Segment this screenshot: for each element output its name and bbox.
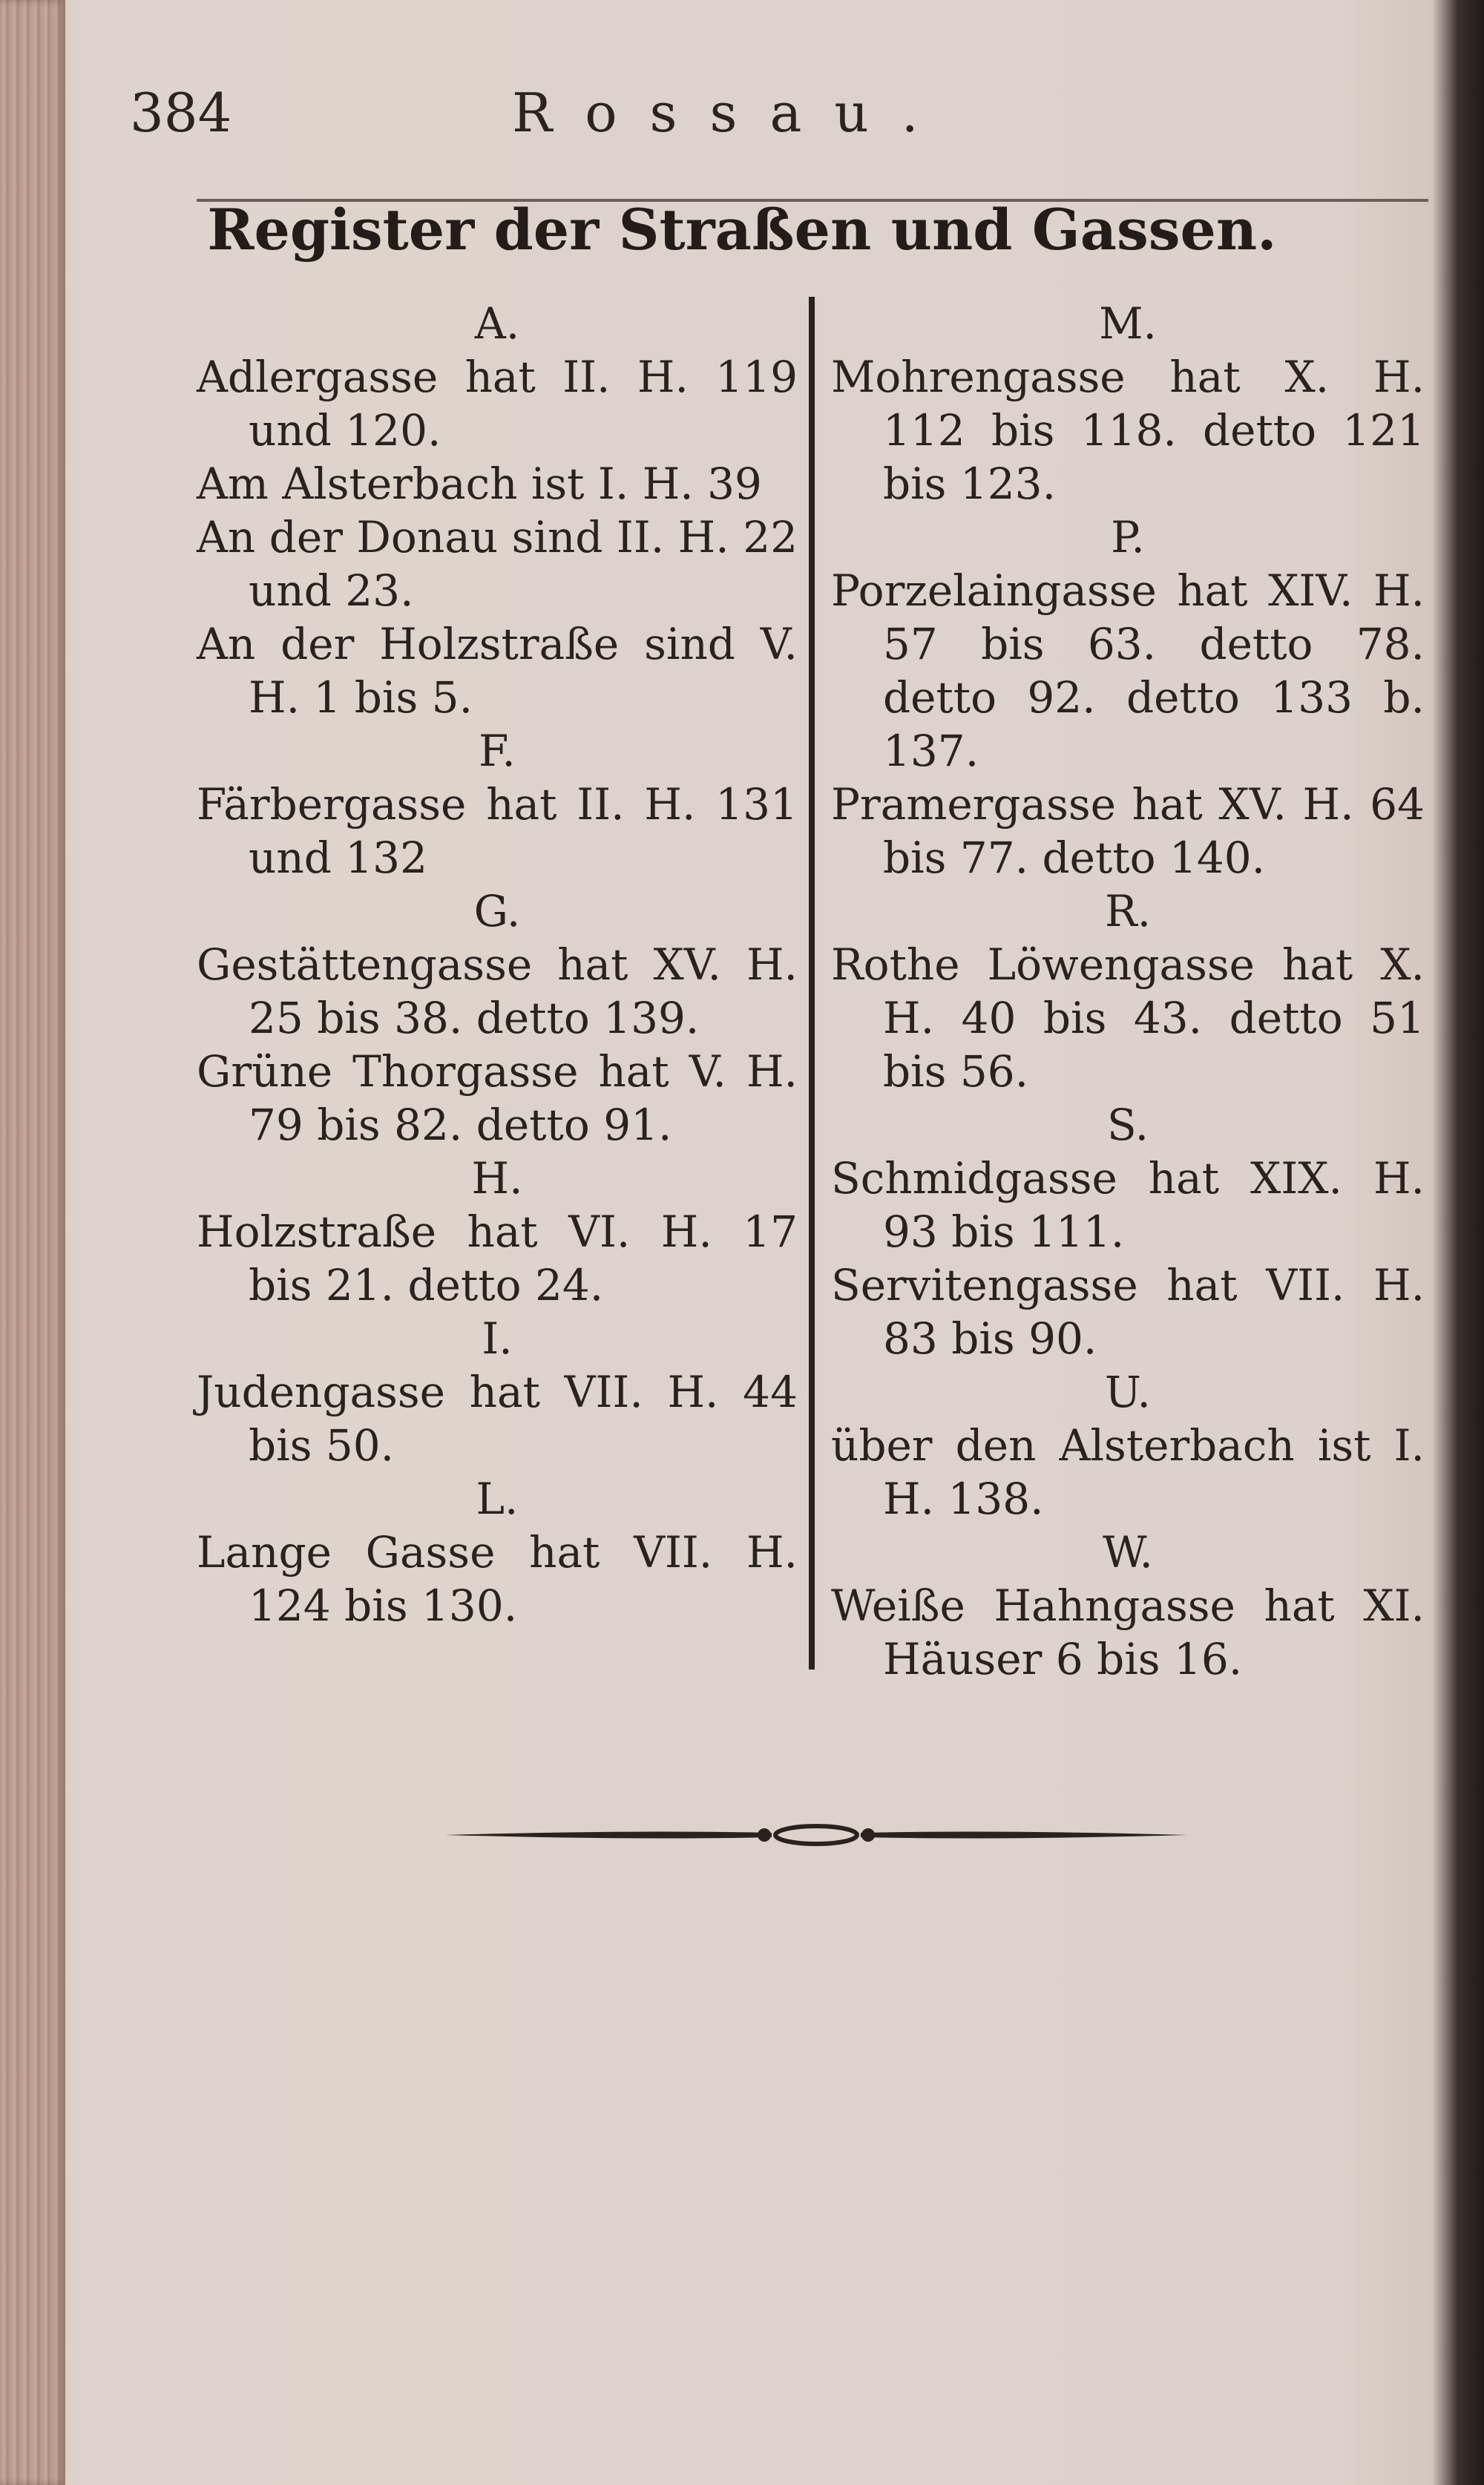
register-title: Register der Straßen und Gassen. (207, 197, 1277, 263)
page-edge (0, 0, 65, 2485)
street-entry: Weiße Hahngasse hat XI. Häuser 6 bis 16. (831, 1580, 1425, 1684)
section-letter: W. (1103, 1527, 1153, 1578)
street-entry: Schmidgasse hat XIX. H. 93 bis 111. (831, 1153, 1425, 1257)
section-letter: R. (1104, 886, 1152, 936)
section-letter: I. (482, 1313, 513, 1364)
street-entry: Judengasse hat VII. H. 44 bis 50. (197, 1367, 798, 1471)
street-entry: Servitengasse hat VII. H. 83 bis 90. (831, 1260, 1425, 1364)
section-letter: A. (474, 298, 520, 349)
right-column (831, 297, 1425, 1686)
street-entry: Grüne Thorgasse hat V. H. 79 bis 82. detto 91. (197, 1046, 798, 1150)
section-letter: H. (471, 1153, 523, 1204)
street-entry: An der Donau sind II. H. 22 und 23. (197, 512, 798, 616)
section-letter: P. (1111, 512, 1145, 562)
street-entry: Gestättengasse hat XV. H. 25 bis 38. detto 139. (197, 939, 798, 1043)
street-entry: über den Alsterbach ist I. H. 138. (831, 1420, 1425, 1524)
street-entry: Lange Gasse hat VII. H. 124 bis 130. (197, 1527, 798, 1631)
section-letter: S. (1106, 1100, 1149, 1150)
running-head: Rossau. (512, 82, 951, 144)
street-entry: Rothe Löwengasse hat X. H. 40 bis 43. detto 51 bis 56. (831, 939, 1425, 1097)
section-letter: M. (1099, 298, 1157, 349)
column-divider (809, 297, 815, 1670)
street-entry: Adlergasse hat II. H. 119 und 120. (197, 352, 798, 456)
section-letter: U. (1105, 1367, 1151, 1417)
ornament-rule-icon (445, 1816, 1187, 1854)
section-letter: G. (473, 886, 521, 936)
street-entry: Mohrengasse hat X. H. 112 bis 118. detto 121 bis 123. (831, 352, 1425, 509)
street-entry: Pramergasse hat XV. H. 64 bis 77. detto 140. (831, 779, 1425, 883)
section-letter: L. (476, 1474, 519, 1524)
street-entry: Porzelaingasse hat XIV. H. 57 bis 63. detto 78. detto 92. detto 133 b. 137. (831, 565, 1425, 776)
left-column (197, 297, 798, 1632)
street-entry: Am Alsterbach ist I. H. 39 (197, 459, 762, 509)
street-entry: Färbergasse hat II. H. 131 und 132 (197, 779, 798, 883)
street-entry: Holzstraße hat VI. H. 17 bis 21. detto 24. (197, 1207, 798, 1310)
page-number: 384 (130, 82, 232, 144)
section-letter: F. (479, 726, 516, 776)
street-entry: An der Holzstraße sind V. H. 1 bis 5. (197, 619, 798, 723)
